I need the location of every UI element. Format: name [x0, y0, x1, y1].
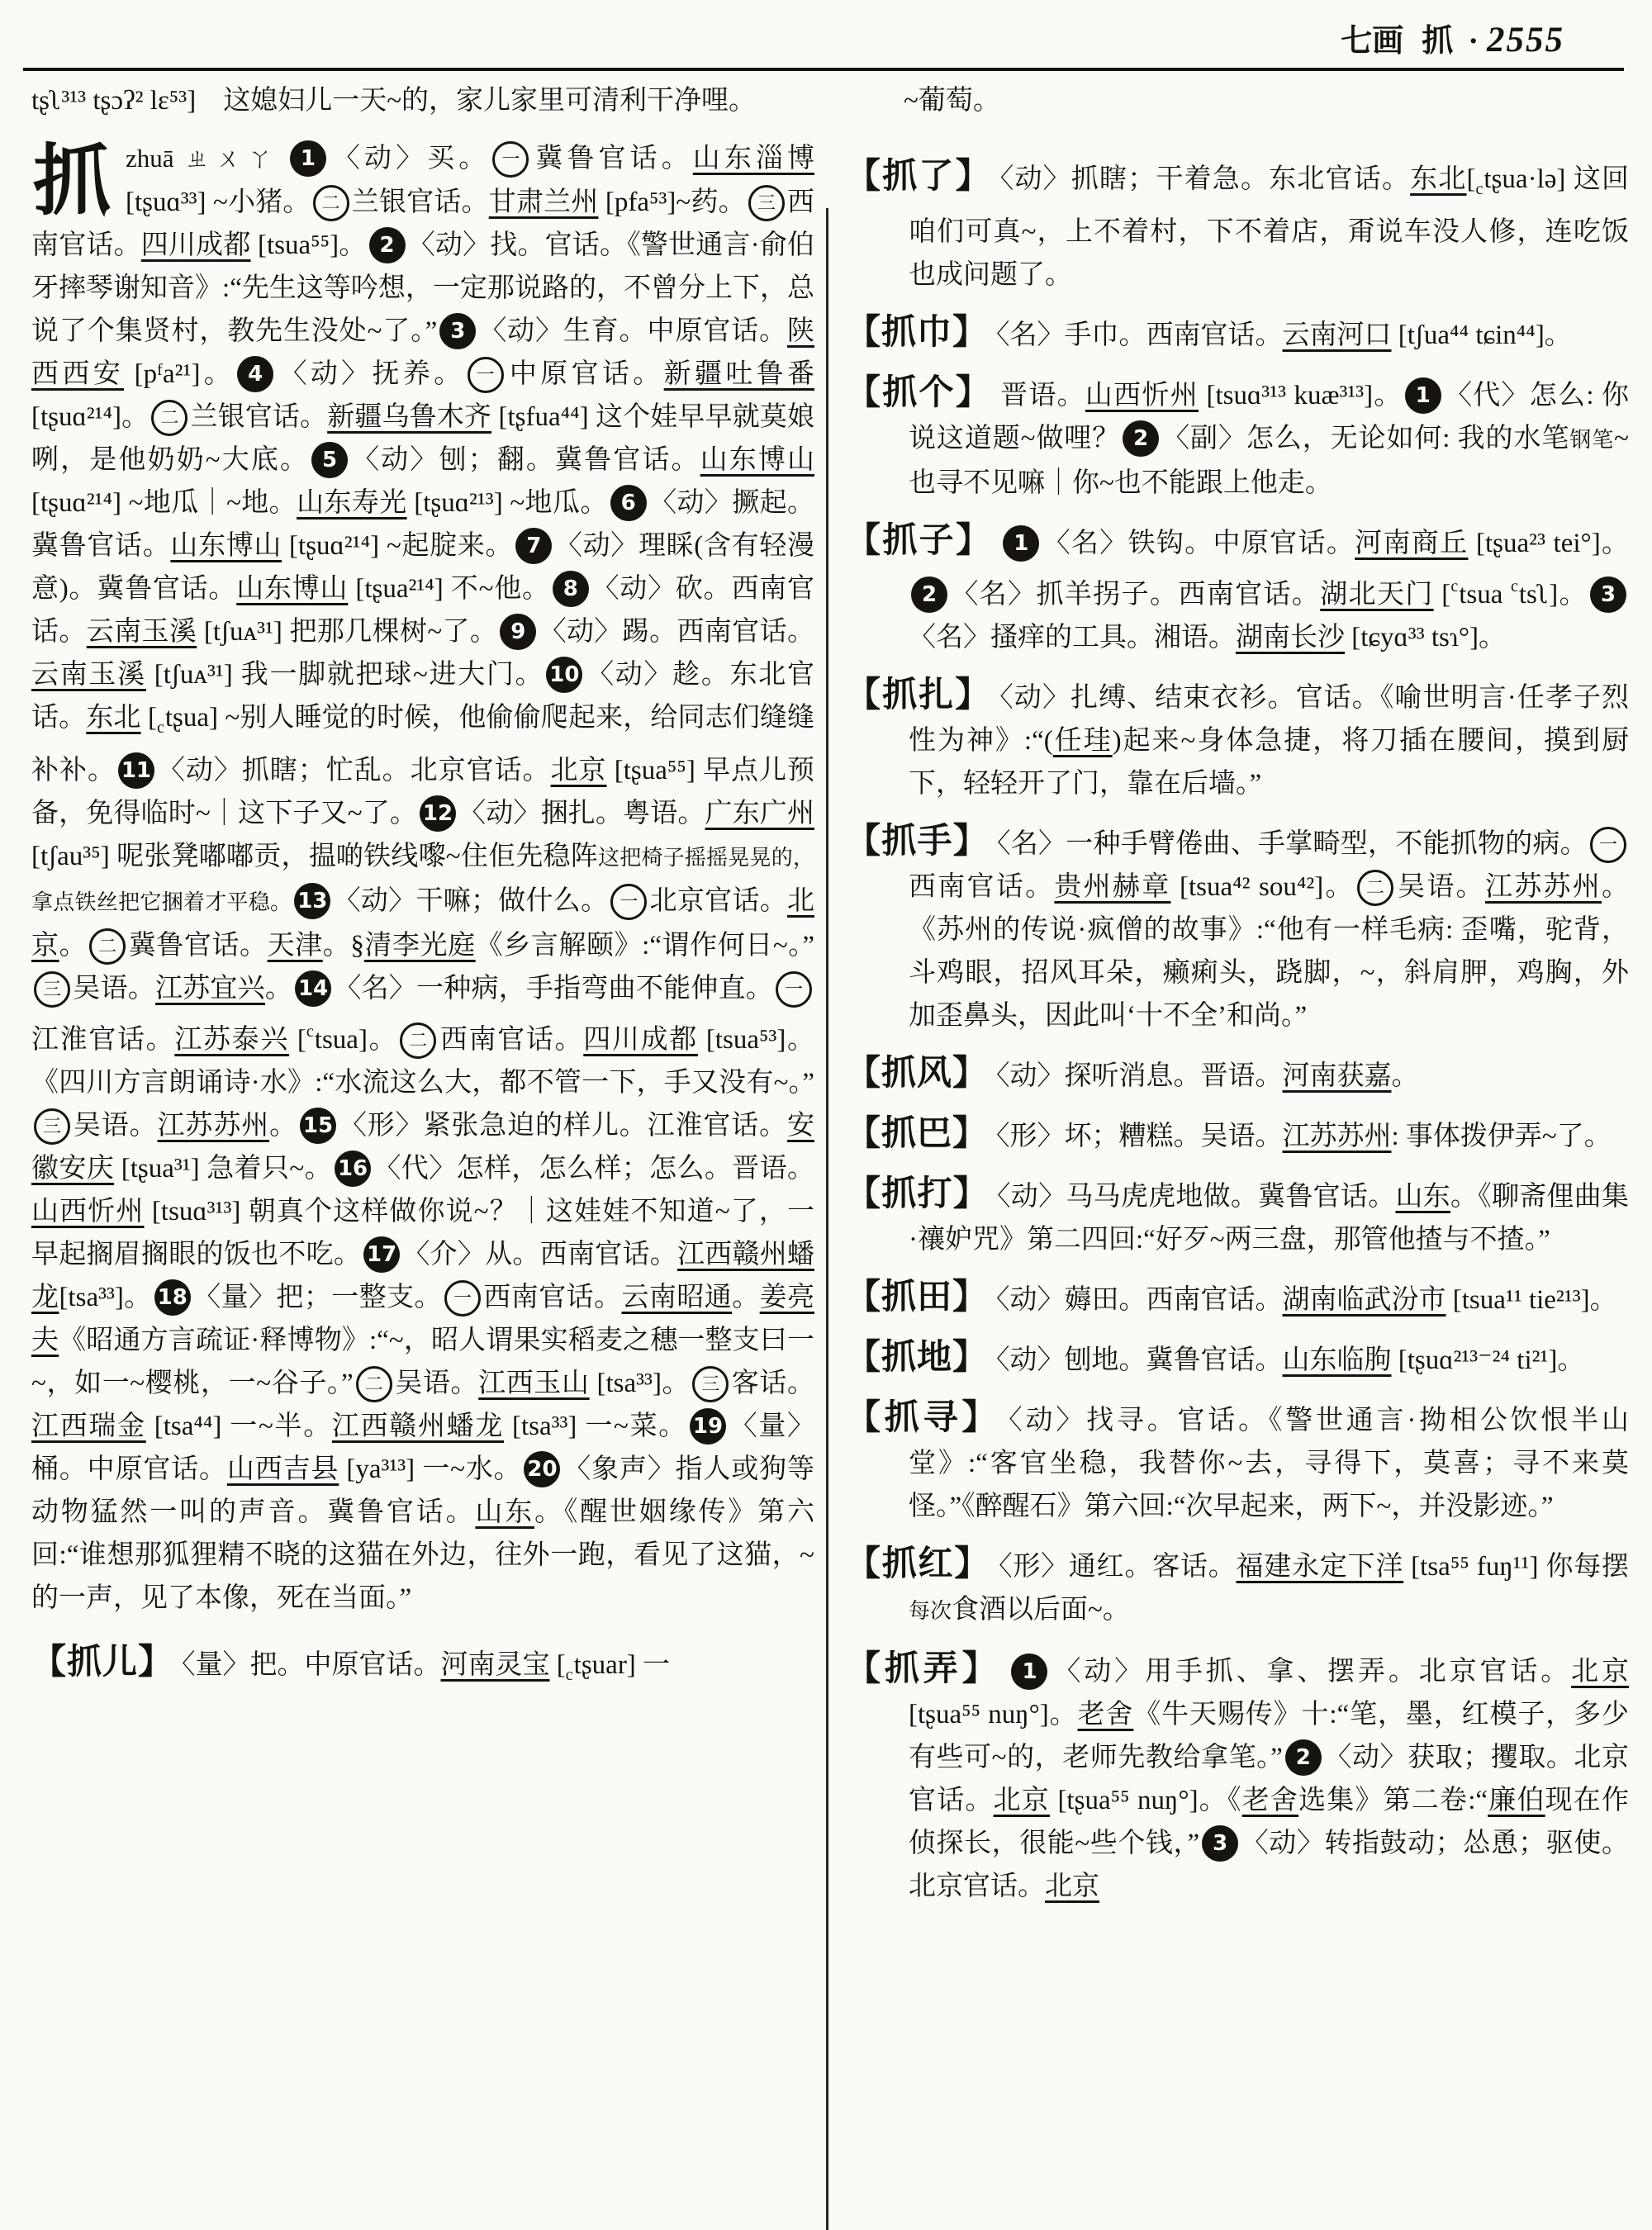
- entry-body: 〈动〉马马虎虎地做。冀鲁官话。山东。《聊斋俚曲集·禳妒咒》第二四回:“好歹~两三盘，那管他揸与不揸。”: [909, 1182, 1629, 1255]
- entry-headword: 【抓个】: [846, 374, 993, 412]
- entry-body: 1 〈名〉铁钩。中原官话。河南商丘 [tʂua²³ tei°]。2 〈名〉抓羊拐子。西南官话。湖北天门 [$^c$tsua $^c$tsʅ]。 3〈名〉搔痒的工具。湘语。湖南长沙 [tɕyɑ³³ tsɿ°]。: [909, 529, 1629, 652]
- right-entries: [846, 155, 1629, 1908]
- entry-body: 〈动〉找寻。官话。《警世通言·拗相公饮恨半山堂》:“客官坐稳，我替你~去，寻得下，莫喜；寻不来莫怪。”《醉醒石》第六回:“次早起来，两下~，并没影迹。”: [909, 1406, 1629, 1521]
- page-header: [1341, 15, 1564, 60]
- left-entries: [31, 1641, 814, 1696]
- entry-headword: 【抓寻】: [846, 1399, 1001, 1437]
- dictionary-entry: [846, 155, 1629, 297]
- header-separator: ·: [1468, 24, 1479, 59]
- dictionary-entry: [846, 1052, 1629, 1098]
- column-divider: [826, 208, 828, 2230]
- main-pinyin: zhuā: [126, 144, 174, 173]
- entry-body: 〈动〉抓瞎；干着急。东北官话。东北$[_ctʂua\cdot lə]$ 这回咱们可真~，上不着村，下不着店，甭说车没人修，连吃饭也成问题了。: [909, 164, 1629, 290]
- dictionary-entry: [846, 1173, 1629, 1261]
- entry-headword: 【抓巾】: [846, 314, 989, 352]
- entry-headword: 【抓地】: [846, 1339, 989, 1377]
- entry-body: 〈动〉扎缚、结束衣衫。官话。《喻世明言·任孝子烈性为神》:“(任珪)起来~身体急捷，将刀插在腰间，摸到厨下，轻轻开了门，靠在后墙。”: [909, 683, 1629, 799]
- entry-body: 〈量〉把。中原官话。河南灵宝 $[_ctʂuar]$ 一: [182, 1650, 671, 1684]
- entry-body: 〈形〉通红。客话。福建永定下洋 [tsa⁵⁵ fuŋ¹¹] 你每摆每次食酒以后面~。: [909, 1552, 1629, 1625]
- entry-headword: 【抓红】: [846, 1545, 991, 1583]
- entry-headword: 【抓儿】: [31, 1644, 174, 1682]
- dictionary-entry: [846, 372, 1629, 505]
- dictionary-entry: [846, 311, 1629, 357]
- entry-headword: 【抓子】: [846, 522, 993, 560]
- dictionary-entry: [846, 520, 1629, 659]
- entry-headword: 【抓打】: [846, 1175, 990, 1213]
- left-column: [31, 79, 814, 2223]
- entry-headword: 【抓巴】: [846, 1115, 989, 1153]
- entry-headword: 【抓田】: [846, 1279, 989, 1317]
- main-headword: 抓: [33, 139, 112, 225]
- entry-headword: 【抓扎】: [846, 676, 992, 714]
- entry-body: 〈动〉探听消息。晋语。河南获嘉。: [996, 1061, 1419, 1091]
- dictionary-entry: [846, 1113, 1629, 1158]
- entry-body: 1 〈动〉用手抓、拿、摆弄。北京官话。北京 [tʂua⁵⁵ nuŋ°]。老舍《牛天赐传》十:“笔，墨，红模子，多少有些可~的，老师先教给拿笔。” 2 〈动〉获取；攫取。北京官话。北京 [tʂua⁵⁵ nuŋ°]。《老舍选集》第二卷:“廉伯现在作侦探长，很能~些个钱，” 3 〈动〉转指鼓动；怂恿；驱使。北京官话。北京: [909, 1657, 1629, 1901]
- dictionary-entry: [846, 1648, 1629, 1908]
- continuation-paragraph: ~葡萄。: [904, 86, 1000, 116]
- entry-body: 〈名〉一种手臂倦曲、手掌畸型，不能抓物的病。 一西南官话。贵州赫章 [tsua⁴² sou⁴²]。 二 吴语。江苏苏州。《苏州的传说·疯僧的故事》:“他有一样毛病: 歪嘴，驼背，斗鸡眼，招风耳朵，癞痢头，跷脚，~，斜肩胛，鸡胸，外加歪鼻头，因此叫‘十不全’和尚。”: [909, 829, 1629, 1031]
- main-zhuyin: ㄓㄨㄚ: [180, 145, 279, 173]
- entry-body: 〈名〉手巾。西南官话。云南河口 [tʃua⁴⁴ tɕin⁴⁴]。: [996, 320, 1572, 350]
- entry-body: 晋语。山西忻州 [tsuɑ³¹³ kuæ³¹³]。 1 〈代〉怎么: 你说这道题~做哩？ 2 〈副〉怎么，无论如何: 我的水笔钢笔~也寻不见嘛｜你~也不能跟上他走。: [909, 381, 1629, 498]
- dictionary-entry: [31, 1641, 814, 1696]
- dictionary-entry: [846, 820, 1629, 1037]
- right-column: [846, 79, 1629, 2223]
- entry-body: 〈形〉坏；糟糕。吴语。江苏苏州: 事体拨伊弄~了。: [996, 1122, 1612, 1151]
- entry-headword: 【抓风】: [846, 1055, 989, 1093]
- dictionary-entry: [846, 1276, 1629, 1321]
- entry-headword: 【抓弄】: [846, 1650, 1001, 1688]
- entry-body: 〈动〉刨地。冀鲁官话。山东临朐 [tʂuɑ²¹³⁻²⁴ ti²¹]。: [996, 1345, 1585, 1375]
- dictionary-entry: [846, 1336, 1629, 1382]
- entry-headword: 【抓手】: [846, 823, 989, 861]
- main-entry: [31, 137, 814, 1620]
- entry-headword: 【抓了】: [846, 158, 992, 196]
- page-number: 2555: [1487, 21, 1564, 59]
- continuation-paragraph: tʂʅ³¹³ tʂɔʔ² lɛ⁵³] 这媳妇儿一天~的，家儿家里可清利干净哩。: [31, 86, 757, 116]
- dictionary-entry: [846, 1397, 1629, 1528]
- dictionary-entry: [846, 1543, 1629, 1633]
- entry-body: 〈动〉薅田。西南官话。湖南临武汾市 [tsua¹¹ tie²¹³]。: [996, 1285, 1617, 1315]
- dictionary-entry: [846, 674, 1629, 805]
- main-entry-body: 1 〈动〉买。 一 冀鲁官话。山东淄博 [tʂuɑ³³] ~小猪。 二 兰银官话。甘肃兰州 [pfa⁵³]~药。 三 西南官话。四川成都 [tsua⁵⁵]。 2 〈动〉找。官话。《警世通言·俞伯牙摔琴谢知音》:“先生这等吟想，一定那说路的，不曾分上下，总说了个集贤村，教先生没处~了。” 3 〈动〉生育。中原官话。陕西西安 [pᶠa²¹]。 4 〈动〉抚养。 一 中原官话。新疆吐鲁番 [tʂuɑ²¹⁴]。 二 兰银官话。新疆乌鲁木齐 [tʂfua⁴⁴] 这个娃早早就莫娘咧，是他奶奶~大底。 5 〈动〉刨；翻。冀鲁官话。山东博山 [tʂuɑ²¹⁴] ~地瓜｜~地。山东寿光 [tʂuɑ²¹³] ~地瓜。 6 〈动〉撅起。冀鲁官话。山东博山 [tʂuɑ²¹⁴] ~起腚来。 7 〈动〉理睬(含有轻漫意)。冀鲁官话。山东博山 [tʂua²¹⁴] 不~他。 8 〈动〉砍。西南官话。云南玉溪 [tʃuᴀ³¹] 把那几棵树~了。 9 〈动〉踢。西南官话。云南玉溪 [tʃuᴀ³¹] 我一脚就把球~进大门。 10 〈动〉趁。东北官话。东北 $[_ctʂua]$ ~别人睡觉的时候，他偷偷爬起来，给同志们缝缝补补。 11 〈动〉抓瞎；忙乱。北京官话。北京 [tʂua⁵⁵] 早点儿预备，免得临时~｜这下子又~了。 12 〈动〉捆扎。粤语。广东广州 [tʃau³⁵] 呢张凳嘟嘟贡，揾啲铁线嚟~住佢先稳阵这把椅子摇摇晃晃的，拿点铁丝把它捆着才平稳。 13 〈动〉干嘛；做什么。 一 北京官话。北京。 二 冀鲁官话。天津。§清李光庭《乡言解颐》:“谓作何日~。”三 吴语。江苏宜兴。 14 〈名〉一种病，手指弯曲不能伸直。 一江淮官话。江苏泰兴 [$^c$tsua]。 二 西南官话。四川成都 [tsua⁵³]。《四川方言朗诵诗·水》:“水流这么大，都不管一下，手又没有~。”三 吴语。江苏苏州。 15 〈形〉紧张急迫的样儿。江淮官话。安徽安庆 [tʂua³¹] 急着只~。 16 〈代〉怎样，怎么样；怎么。晋语。山西忻州 [tsuɑ³¹³] 朝真个这样做你说~？｜这娃娃不知道~了，一早起搁眉搁眼的饭也不吃。 17 〈介〉从。西南官话。江西赣州蟠龙[tsa³³]。 18 〈量〉把；一整支。 一 西南官话。云南昭通。姜亮夫《昭通方言疏证·释博物》:“~，昭人谓果实稻麦之穗一整支曰一~，如一~樱桃，一~谷子。” 二 吴语。江西玉山 [tsa³³]。 三 客话。江西瑞金 [tsa⁴⁴] 一~半。江西赣州蟠龙 [tsa³³] 一~菜。 19 〈量〉桶。中原官话。山西吉县 [ya³¹³] 一~水。 20 〈象声〉指人或狗等动物猛然一叫的声音。冀鲁官话。山东。《醒世姻缘传》第六回:“谁想那狐狸精不晓的这猫在外边，往外一跑，看见了这猫，~的一声，见了本像，死在当面。”: [31, 144, 814, 1613]
- header-section-headword: 抓: [1422, 24, 1454, 59]
- header-section-label: 七画: [1341, 24, 1404, 59]
- header-rule: [23, 68, 1624, 71]
